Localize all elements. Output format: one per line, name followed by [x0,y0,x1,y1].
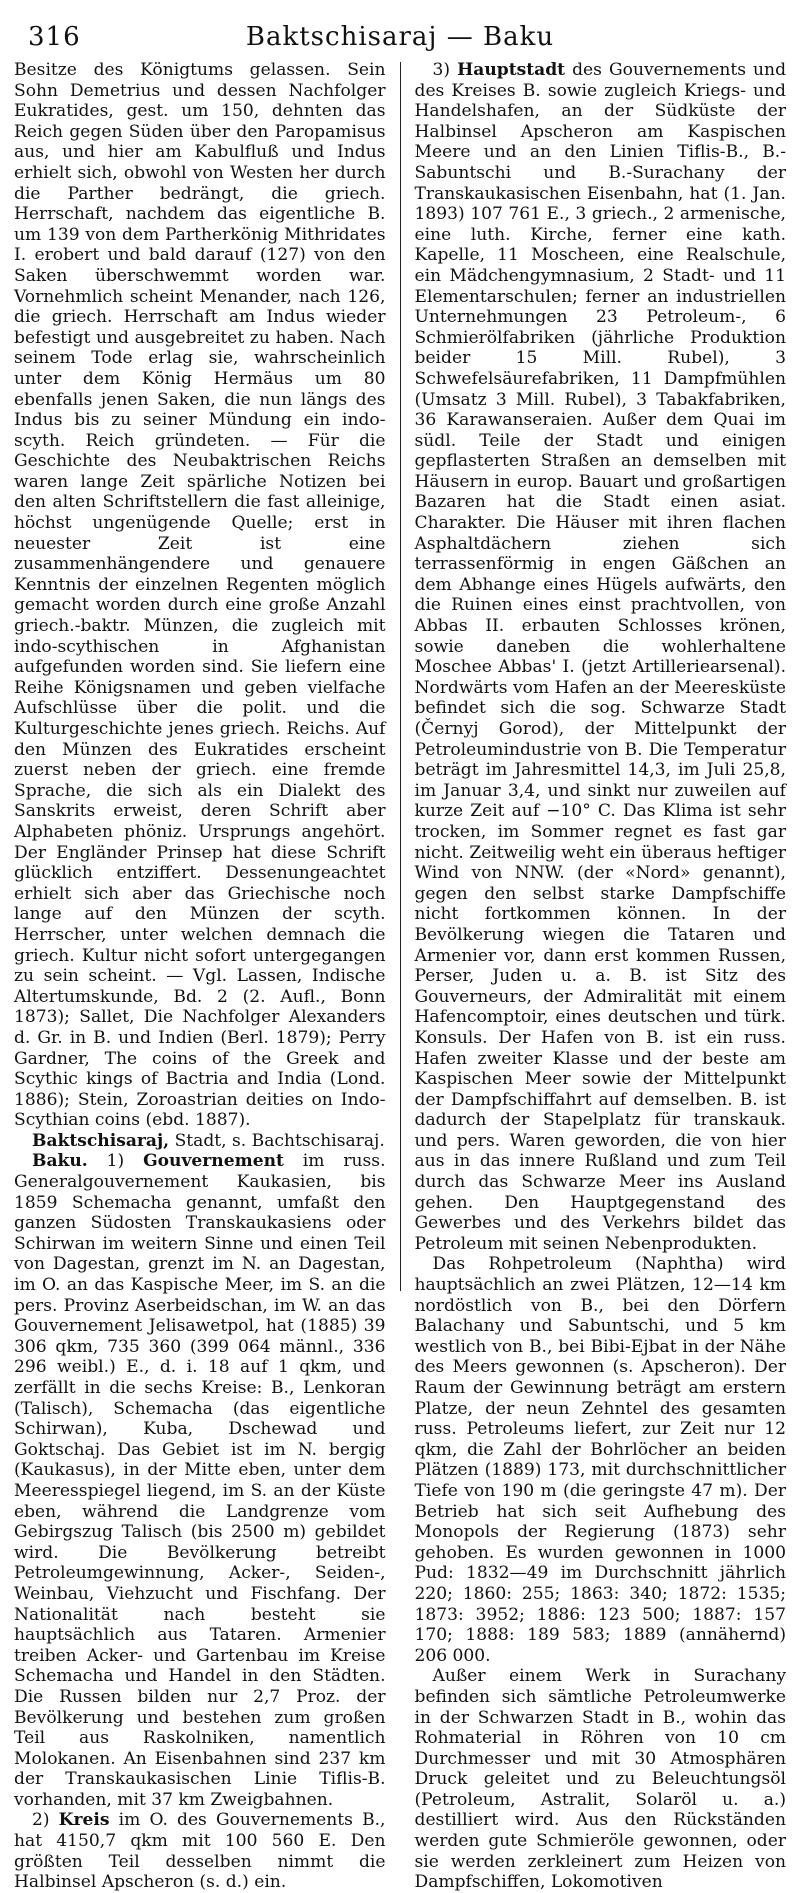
entry-subheading: Hauptstadt [457,60,566,80]
entry-subnumber: 1) [87,1151,144,1172]
entry-text: im O. des Gouvernements B., hat 4150,7 qkm mit 100 560 E. Den größten Teil desselben nimmt die Halbinsel Apscheron (s. d.) ein. [14,1810,386,1893]
entry-subheading: Kreis [58,1810,110,1831]
paragraph-baktrien-continued: Besitze des Königtums gelassen. Sein Sohn Demetrius und dessen Nachfolger Eukratides, gest. um 150, dehnten das Reich gegen Süden über den Paropamisus aus, und hier am Kabulfluß und Indus erhielt sich, obwohl von Westen her durch die Parther bedrängt, die griech. Herrschaft, nachdem das eigentliche B. um 139 von dem Partherkönig Mithridates I. erobert und bald darauf (127) von den Saken überschwemmt worden war. Vornehmlich scheint Menander, nach 126, die griech. Herrschaft am Indus wieder befestigt und ausgebreitet zu haben. Nach seinem Tode erlag sie, wahrscheinlich unter dem König Hermäus um 80 ebenfalls jenen Saken, die nun längs des Indus bis zu seiner Mündung ein indo-scyth. Reich gründeten. — Für die Geschichte des Neubaktrischen Reichs waren lange Zeit spärliche Notizen bei den alten Schriftstellern die fast alleinige, höchst ungenügende Quelle; erst in neuester Zeit ist eine zusammenhängendere und genauere Kenntnis der einzelnen Regenten möglich gemacht worden durch eine große Anzahl griech.-baktr. Münzen, die zugleich mit indo-scythischen in Afghanistan aufgefunden worden sind. Sie liefern eine Reihe Königsnamen und geben vielfache Aufschlüsse über die polit. und die Kulturgeschichte jenes griech. Reichs. Auf den Münzen des Eukratides erscheint zuerst neben der griech. eine fremde Sprache, die sich als ein Dialekt des Sanskrits erweist, deren Schrift aber Alphabeten phöniz. Ursprungs angehört. Der Engländer Prinsep hat diese Schrift glücklich entziffert. Dessenungeachtet erhielt sich aber das Griechische noch lange auf den Münzen der scyth. Herrscher, unter welchen demnach die griech. Kultur nicht sofort untergegangen zu sein scheint. — Vgl. Lassen, Indische Altertumskunde, Bd. 2 (2. Aufl., Bonn 1873); Sallet, Die Nachfolger Alexanders d. Gr. in B. und Indien (Berl. 1879); Perry Gardner, The coins of the Greek and Scythic kings of Bactria and India (Lond. 1886); Stein, Zoroastrian deities on Indo-Scythian coins (ebd. 1887). [14,60,386,1131]
entry-baku [14,1151,386,1810]
entry-text: im russ. Generalgouvernement Kaukasien, bis 1859 Schemacha genannt, umfaßt den ganzen Südosten Transkaukasiens oder Schirwan im weitern Sinne und einen Teil von Dagestan, grenzt im N. an Dagestan, im O. an das Kaspische Meer, im S. an die pers. Provinz Aserbeidschan, im W. an das Gouvernement Jelisawetpol, hat (1885) 39 306 qkm, 735 360 (399 064 männl., 336 296 weibl.) E., d. i. 18 auf 1 qkm, und zerfällt in die sechs Kreise: B., Lenkoran (Talisch), Schemacha (das eigentliche Schirwan), Kuba, Dschewad und Goktschaj. Das Gebiet ist im N. bergig (Kaukasus), in der Mitte eben, unter dem Meeresspiegel liegend, im S. an der Küste eben, während die Landgrenze vom Gebirgszug Talisch (bis 2500 m) gebildet wird. Die Bevölkerung betreibt Petroleumgewinnung, Acker-, Seiden-, Weinbau, Viehzucht und Fischfang. Der Nationalität nach besteht sie hauptsächlich aus Tataren. Armenier treiben Acker- und Gartenbau im Kreise Schemacha und Handel in den Städten. Die Russen bilden nur 2,7 Proz. der Bevölkerung und bestehen zum großen Teil aus Raskolniken, namentlich Molokanen. An Eisenbahnen sind 237 km der Transkaukasischen Linie Tiflis-B. vorhanden, mit 37 km Zweigbahnen. [14,1151,386,1810]
text-columns [14,60,787,1893]
page-header [20,18,780,64]
entry-text: des Gouvernements und des Kreises B. sowie zugleich Kriegs- und Handelshafen, an der Südküste der Halbinsel Apscheron am Kaspischen Meere und an den Linien Tiflis-B., B.-Sabuntschi und B.-Surachany der Transkaukasischen Eisenbahn, hat (1. Jan. 1893) 107 761 E., 3 griech., 2 armenische, eine luth. Kirche, ferner eine kath. Kapelle, 11 Moscheen, eine Realschule, ein Mädchengymnasium, 2 Stadt- und 11 Elementarschulen; ferner an industriellen Unternehmungen 23 Petroleum-, 6 Schmierölfabriken (jährliche Produktion beider 15 Mill. Rubel), 3 Schwefelsäurefabriken, 11 Dampfmühlen (Umsatz 3 Mill. Rubel), 3 Tabakfabriken, 36 Karawanseraien. Außer dem Quai im südl. Teile der Stadt und einigen gepflasterten Straßen an demselben mit Häusern in europ. Bauart und großartigen Bazaren hat die Stadt einen asiat. Charakter. Die Häuser mit ihren flachen Asphaltdächern ziehen sich terrassenförmig in engen Gäßchen an dem Abhange eines Hügels aufwärts, den die Ruinen eines einst prachtvollen, von Abbas II. erbauten Schlosses krönen, sowie daneben die wohlerhaltene Moschee Abbas' I. (jetzt Artilleriearsenal). Nordwärts vom Hafen an der Meeresküste befindet sich die sog. Schwarze Stadt (Černyj Gorod), der Mittelpunkt der Petroleumindustrie von B. Die Temperatur beträgt im Jahresmittel 14,3, im Juli 25,8, im Januar 3,4, und sinkt nur zuweilen auf kurze Zeit auf −10° C. Das Klima ist sehr trocken, im Sommer regnet es fast gar nicht. Zeitweilig weht ein überaus heftiger Wind von NNW. (der «Nord» genannt), gegen den selbst starke Dampfschiffe nicht fortkommen können. In der Bevölkerung wiegen die Tataren und Armenier vor, dann erst kommen Russen, Perser, Juden u. a. B. ist Sitz des Gouverneurs, der Admiralität mit einem Hafencomptoir, eines deutschen und türk. Konsuls. Der Hafen von B. ist ein russ. Hafen zweiter Klasse und der beste am Kaspischen Meer sowie der Mittelpunkt der Dampfschiffahrt auf demselben. B. ist dadurch der Stapelplatz für transkauk. und pers. Waren geworden, die von hier aus in das innere Rußland und zum Teil durch das Schwarze Meer ins Ausland gehen. Den Hauptgegenstand des Gewerbes und des Verkehrs bildet das Petroleum mit seinen Nebenprodukten. [414,60,787,1254]
right-column [401,60,787,1893]
entry-headword: Baktschisaraj, [32,1130,170,1151]
paragraph-rohpetroleum: Das Rohpetroleum (Naphtha) wird hauptsächlich an zwei Plätzen, 12—14 km nordöstlich von B., bei den Dörfern Balachany und Sabuntschi, und 5 km westlich von B., bei Bibi-Ejbat in der Nähe des Meers gewonnen (s. Apscheron). Der Raum der Gewinnung beträgt am erstern Platze, der neun Zehntel des gesamten russ. Petroleums liefert, zur Zeit nur 12 qkm, die Zahl der Bohrlöcher an beiden Plätzen (1889) 173, mit durchschnittlicher Tiefe von 190 m (die geringste 47 m). Der Betrieb hat sich seit Aufhebung des Monopols der Regierung (1873) sehr gehoben. Es wurden gewonnen in 1000 Pud: 1832—49 im Durchschnitt jährlich 220; 1860: 255; 1863: 340; 1872: 1535; 1873: 3952; 1886: 123 500; 1887: 157 170; 1888: 189 583; 1889 (annähernd) 206 000. [414,1254,786,1666]
entry-baktschisaraj [14,1131,386,1152]
page-number: 316 [28,22,81,52]
entry-subnumber: 3) [432,60,458,80]
entry-baku-kreis [14,1810,386,1892]
entry-text: Stadt, s. Bachtschisaraj. [169,1130,385,1151]
entry-subheading: Gouvernement [143,1151,284,1172]
paragraph-petroleumwerke: Außer einem Werk in Surachany befinden sich sämtliche Petroleumwerke in der Schwarzen Stadt in B., wohin das Rohmaterial in Röhren von 10 cm Durchmesser und mit 30 Atmosphären Druck geleitet und zu Beleuchtungsöl (Petroleum, Astralit, Solaröl u. a.) destilliert wird. Aus den Rückständen werden gute Schmieröle gewonnen, oder sie werden zerkleinert zum Heizen von Dampfschiffen, Lokomotiven [414,1666,786,1893]
left-column [14,60,400,1893]
entry-subnumber: 2) [32,1810,59,1831]
entry-baku-hauptstadt [415,60,787,1254]
running-head: Baktschisaraj — Baku [245,22,555,52]
entry-headword: Baku. [32,1151,88,1172]
